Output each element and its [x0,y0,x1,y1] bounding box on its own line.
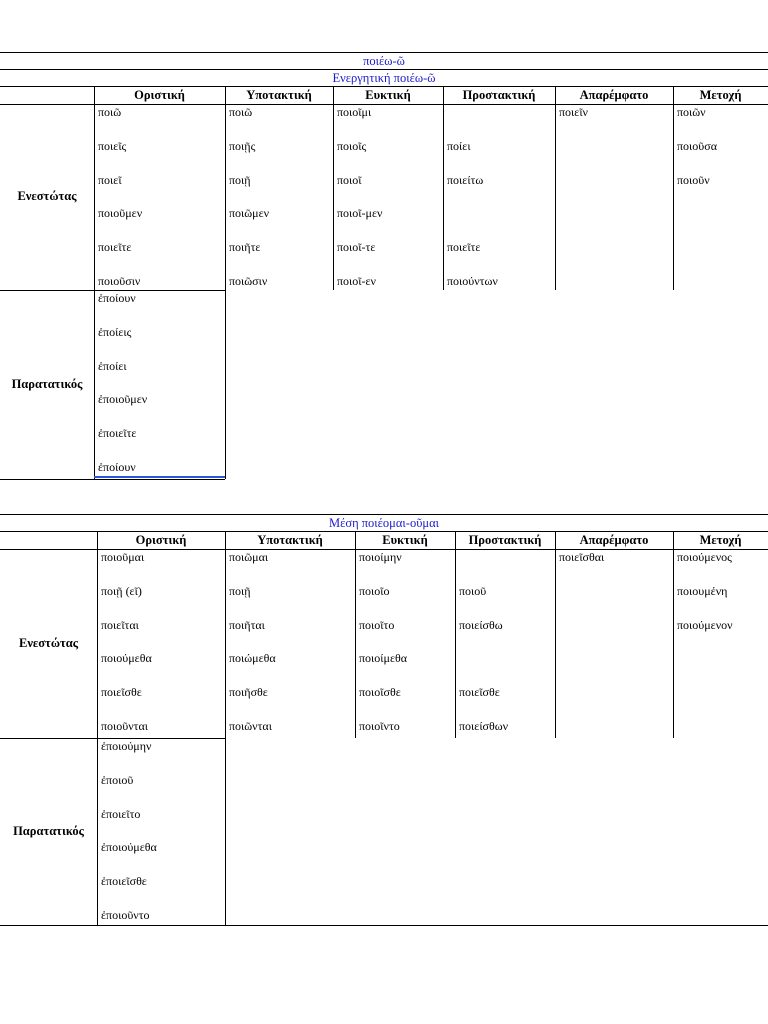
form-cell: ποιοῖο [359,583,390,598]
form-cell: ποιούντων [447,274,498,288]
form-cell: ποιῶμαι [229,550,269,564]
form-cell: ποιῇ [229,172,251,187]
form-cell: ποιοῖ-εν [337,274,376,288]
header-column-rule [673,86,674,104]
header-column-rule [97,531,98,549]
form-cell: ἐποίουν [98,291,136,305]
form-cell: ποιοῦμαι [101,550,145,564]
form-cell: ποιοῦσιν [98,274,141,288]
header-column-rule [225,531,226,549]
imperfect-tense-label: Παρατατικός [13,823,84,838]
form-cell: ποιώμεθα [229,651,276,666]
present-column-rule [455,549,456,738]
table-bottom-rule [0,479,225,480]
imperfect-column-rule [225,290,226,479]
form-cell: ποιοῦν [677,172,710,187]
header-column-rule [555,531,556,549]
form-cell: ποιεῖσθε [459,685,500,700]
form-cell: ποιεῖται [101,617,139,632]
form-cell: ποιῶσιν [229,274,268,288]
header-top-rule [0,86,768,87]
imperfect-tense-label: Παρατατικός [11,376,83,391]
header-column-rule [443,86,444,104]
form-cell: ἐποιεῖσθε [101,874,147,889]
header-column-rule [94,86,95,104]
table-bottom-rule [0,925,768,926]
column-header: Ευκτική [382,533,428,547]
imperfect-column-rule [97,738,98,925]
form-cell: ἐποιεῖτο [101,806,141,821]
header-column-rule [225,86,226,104]
form-cell: ποιῆτε [229,240,261,255]
column-header: Οριστική [134,88,185,102]
form-cell: ἐποιοῦ [101,772,134,787]
form-cell: ποιεῖτε [98,240,132,255]
form-cell: ποιοῖ-μεν [337,206,383,221]
present-column-rule [673,549,674,738]
present-tense-label: Ενεστώτας [17,189,77,203]
column-header: Απαρέμφατο [579,533,649,547]
form-cell: ποιούμενος [677,550,732,564]
form-cell: ποιοῖ [337,172,362,187]
form-cell: ποιοῖτο [359,617,395,632]
form-cell: ἐποιούμεθα [101,840,157,855]
table-top-rule [0,52,768,53]
form-cell: ποιείτω [447,172,484,187]
title-rule [0,69,768,70]
header-column-rule [333,86,334,104]
present-column-rule [555,549,556,738]
present-column-rule [333,104,334,290]
form-cell: ποιῶ [229,105,253,119]
form-cell: ποιοίμεθα [359,651,408,666]
imperfect-column-rule [94,290,95,479]
column-header: Μετοχή [699,88,742,102]
form-cell: ἐποίουν [98,460,136,474]
form-cell: ποιῆται [229,617,265,632]
form-cell: ποιοῦνται [101,719,148,733]
form-cell: ποιῶμεν [229,206,270,221]
form-cell: ἐποίεις [98,324,132,339]
form-cell: ποιοῖσθε [359,685,401,700]
column-header: Υποτακτική [246,88,312,102]
form-cell: ποιοῦσα [677,138,717,153]
form-cell: ποιεῖς [98,138,127,153]
present-column-rule [555,104,556,290]
header-column-rule [355,531,356,549]
column-header: Οριστική [135,533,187,547]
column-header: Απαρέμφατο [579,88,649,102]
form-cell: ποιείσθων [459,719,509,733]
form-cell: ποιουμένη [677,583,728,598]
present-column-rule [355,549,356,738]
form-cell: ποιούμενον [677,617,733,632]
form-cell: ποιοῦμεν [98,206,143,221]
form-cell: ποιεῖτε [447,240,481,255]
form-cell: ποιῇς [229,138,256,153]
cell-highlight [94,476,225,478]
form-cell: ποιῇ (εῖ) [101,583,142,598]
form-cell: ποιῶ [98,105,122,119]
present-column-rule [443,104,444,290]
form-cell: ποιοίμην [359,550,402,564]
form-cell: ποιεῖσθαι [559,550,605,564]
imperfect-column-rule [225,738,226,925]
form-cell: ποιεῖ [98,172,122,187]
form-cell: ἐποιούμην [101,739,152,753]
form-cell: ἐποιοῦντο [101,908,150,922]
form-cell: ποιείσθω [459,617,503,632]
column-header: Προστακτική [468,533,542,547]
form-cell: ποιῇ [229,583,251,598]
column-header: Μετοχή [699,533,742,547]
header-column-rule [455,531,456,549]
column-header: Προστακτική [462,88,536,102]
form-cell: ποιοῖς [337,138,367,153]
form-cell: ποιεῖσθε [101,685,142,700]
verb-title: ποιέω-ῶ [363,54,405,68]
form-cell: ποιοῖ-τε [337,240,376,255]
column-header: Ευκτική [365,88,411,102]
header-column-rule [555,86,556,104]
present-column-rule [225,549,226,738]
form-cell: ποίει [447,138,471,153]
form-cell: ποιεῖν [559,105,588,119]
voice-title: Ενεργητική ποιέω-ῶ [332,71,436,85]
present-column-rule [94,104,95,290]
present-tense-label: Ενεστώτας [19,635,78,650]
form-cell: ποιοῖμι [337,105,372,119]
form-cell: ποιοῖντο [359,719,400,733]
form-cell: ποιῶν [677,105,706,119]
header-top-rule [0,531,768,532]
voice-title: Μέση ποιέομαι-οῦμαι [328,516,440,530]
present-column-rule [225,104,226,290]
form-cell: ἐποιοῦμεν [98,392,148,407]
column-header: Υποτακτική [257,533,323,547]
form-cell: ποιοῦ [459,583,487,598]
form-cell: ποιῶνται [229,719,272,733]
form-cell: ἐποίει [98,358,127,373]
present-column-rule [97,549,98,738]
form-cell: ποιῆσθε [229,685,268,700]
form-cell: ποιούμεθα [101,651,152,666]
present-column-rule [673,104,674,290]
table-top-rule [0,514,768,515]
form-cell: ἐποιεῖτε [98,426,137,441]
header-column-rule [673,531,674,549]
